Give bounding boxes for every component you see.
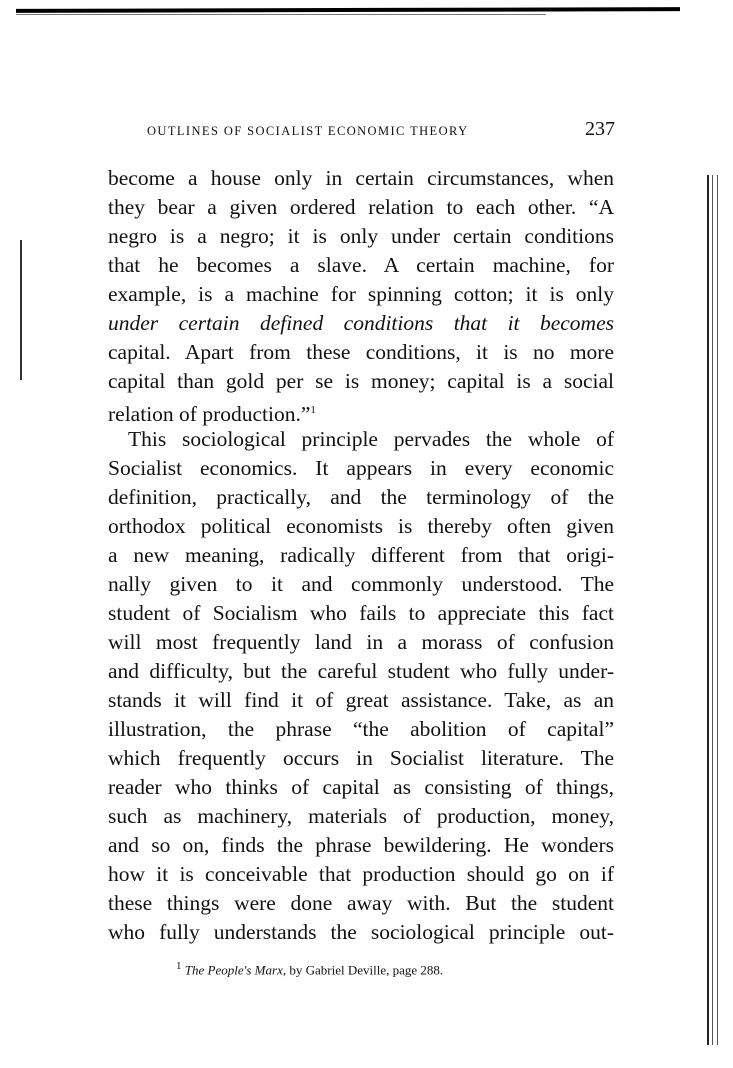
text-line: who fully understands the sociological principle out-	[108, 920, 614, 944]
text-line	[108, 309, 614, 338]
footnote-marker: 1	[176, 960, 182, 972]
text-line: example, is a machine for spinning cotton; it is only	[108, 282, 614, 306]
text-line: capital than gold per se is money; capital is a social	[108, 369, 614, 393]
text-line: and difficulty, but the careful student who fully under-	[108, 659, 614, 683]
footnote-text: by Gabriel Deville, page 288.	[289, 962, 444, 978]
text-line-content: relation of production.”	[108, 402, 311, 427]
text-line: student of Socialism who fails to appreciate this fact	[108, 601, 614, 625]
top-edge-rule-thin	[16, 14, 546, 15]
text-line: that he becomes a slave. A certain machine, for	[108, 253, 614, 277]
text-line: a new meaning, radically different from that origi-	[108, 543, 614, 567]
top-edge-rule	[16, 7, 680, 13]
page-number: 237	[585, 118, 615, 140]
right-page-edge-inner	[712, 175, 713, 1045]
paragraph-1	[108, 164, 614, 425]
right-page-edge	[707, 175, 709, 1045]
footnote	[176, 960, 443, 978]
page-body	[108, 164, 614, 947]
text-line: will most frequently land in a morass of confusion	[108, 630, 614, 654]
footnote-reference: 1	[310, 404, 316, 416]
text-line: Socialist economics. It appears in every economic	[108, 456, 614, 480]
text-line: reader who thinks of capital as consisting of things,	[108, 775, 614, 799]
italic-text: under certain defined conditions that it becomes	[108, 311, 614, 335]
text-line: stands it will find it of great assistance. Take, as an	[108, 688, 614, 712]
text-line: definition, practically, and the terminology of the	[108, 485, 614, 509]
text-line: these things were done away with. But the student	[108, 891, 614, 915]
text-line	[108, 396, 614, 425]
right-page-edge-outer	[717, 175, 718, 1045]
text-line: nally given to it and commonly understood. The	[108, 572, 614, 596]
text-line: how it is conceivable that production should go on if	[108, 862, 614, 886]
text-line: capital. Apart from these conditions, it is no more	[108, 340, 614, 364]
text-line: which frequently occurs in Socialist literature. The	[108, 746, 614, 770]
text-line: and so on, finds the phrase bewildering. He wonders	[108, 833, 614, 857]
text-line: orthodox political economists is thereby often given	[108, 514, 614, 538]
running-head-title: OUTLINES OF SOCIALIST ECONOMIC THEORY	[147, 124, 469, 138]
text-line: become a house only in certain circumstances, when	[108, 166, 614, 190]
text-line: negro is a negro; it is only under certain conditions	[108, 224, 614, 248]
text-line: illustration, the phrase “the abolition of capital”	[108, 717, 614, 741]
paragraph-2	[108, 425, 614, 947]
text-line: they bear a given ordered relation to each other. “A	[108, 195, 614, 219]
text-line: such as machinery, materials of production, money,	[108, 804, 614, 828]
footnote-title: The People's Marx,	[184, 962, 287, 978]
text-line: This sociological principle pervades the whole of	[128, 427, 614, 451]
left-page-edge-mark	[20, 240, 22, 380]
running-header	[110, 118, 615, 146]
